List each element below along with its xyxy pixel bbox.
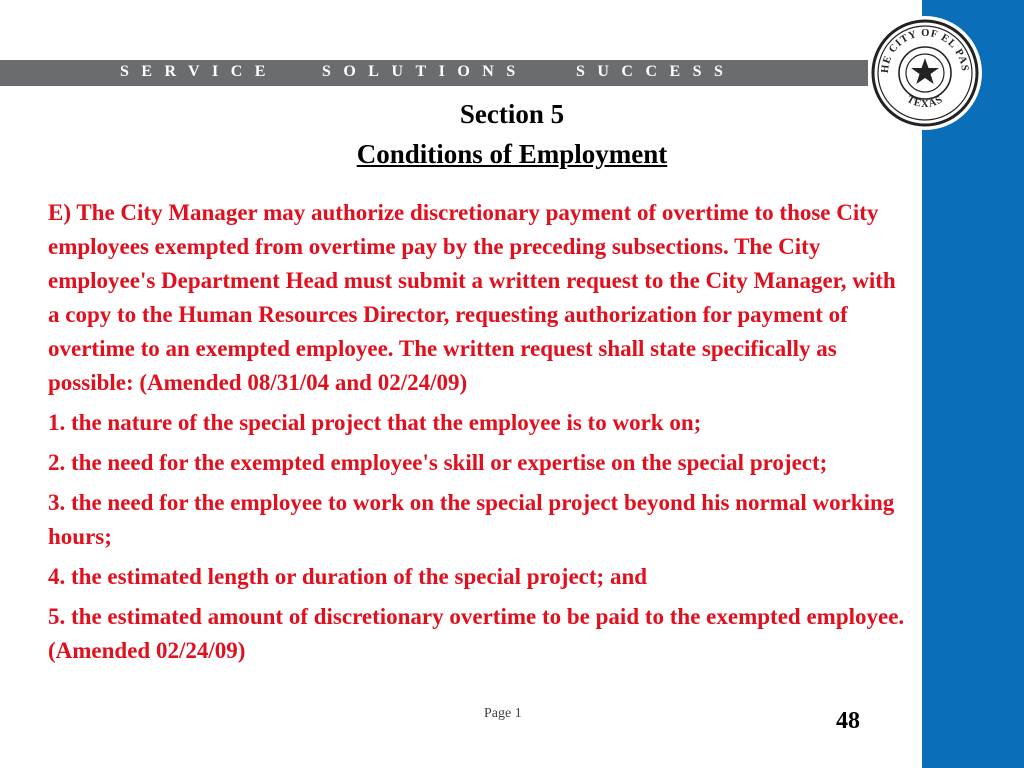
list-item-3: 3. the need for the employee to work on the special project beyond his normal working hours; [48, 490, 895, 549]
body-text [48, 196, 908, 674]
paragraph-e: E) The City Manager may authorize discretionary payment of overtime to those City employees exempted from overtime pay by the preceding subsections. The City employee's Department Head must submit a written request to the City Manager, with a copy to the Human Resources Director, requesting authorization for payment of overtime to an exempted employee. The written request shall state specifically as possible: (Amended 08/31/04 and 02/24/09) [48, 200, 896, 395]
list-item-5: 5. the estimated amount of discretionary overtime to be paid to the exempted employee. (Amended 02/24/09) [48, 604, 905, 663]
list-item-1: 1. the nature of the special project that the employee is to work on; [48, 410, 702, 435]
slide-number: 48 [836, 708, 860, 734]
seal-bottom-text: TEXAS [904, 94, 946, 111]
banner-word-success: SUCCESS [576, 63, 736, 80]
page-label: Page 1 [484, 706, 522, 721]
banner-word-service: SERVICE [120, 63, 278, 80]
banner-tagline [0, 60, 868, 86]
section-heading: Section 5 [459, 99, 565, 129]
seal-top-text: HE CITY OF EL PAS [879, 27, 971, 74]
list-item-4: 4. the estimated length or duration of the special project; and [48, 564, 648, 589]
page-title: Conditions of Employment [356, 139, 668, 169]
banner-word-solutions: SOLUTIONS [322, 63, 528, 80]
list-item-2: 2. the need for the exempted employee's skill or expertise on the special project; [48, 450, 828, 475]
